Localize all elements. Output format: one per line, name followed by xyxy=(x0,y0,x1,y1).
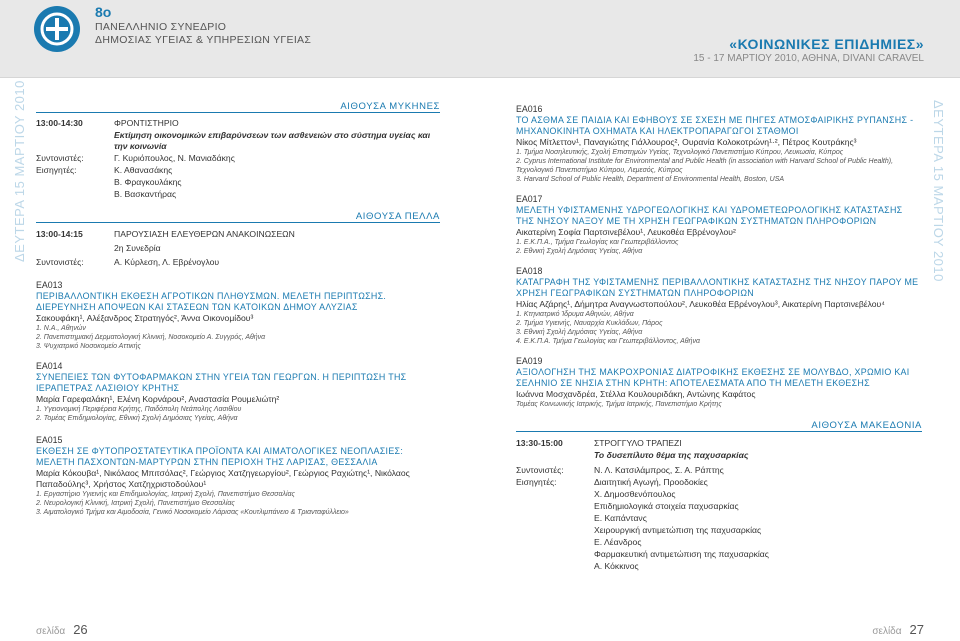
session-number: 2η Συνεδρία xyxy=(114,243,161,253)
abstract-title: ΣΥΝΕΠΕΙΕΣ ΤΩΝ ΦΥΤΟΦΑΡΜΑΚΩΝ ΣΤΗΝ ΥΓΕΙΑ ΤΩΝ ΓΕΩΡΓΩΝ. Η ΠΕΡΙΠΤΩΣΗ ΤΗΣ ΙΕΡΑΠΕΤΡΑΣ ΛΑΣΙΘΙΟΥ ΚΡΗΤΗΣ xyxy=(36,372,407,393)
speakers-row xyxy=(516,561,922,572)
session-time: 13:30-15:00 xyxy=(516,438,563,448)
affiliation: 2. Πανεπιστημιακή Δερματολογική Κλινική, Νοσοκομείο Α. Συγγρός, Αθήνα xyxy=(36,334,266,341)
page-number: 27 xyxy=(909,622,924,637)
page-header xyxy=(0,0,960,78)
abstract-authors: Νίκος Μίτλεττον¹, Παναγιώτης Γιάλλουρος², Ουρανία Κολοκοτρώνη¹·², Πέτρος Κουτράκης³ xyxy=(516,137,857,147)
affiliation: 2. Τομέας Επιδημιολογίας, Εθνική Σχολή Δημόσιας Υγείας, Αθήνα xyxy=(36,415,238,422)
left-page-column xyxy=(36,98,440,517)
affiliation: 1. Ε.Κ.Π.Α., Τμήμα Γεωλογίας και Γεωπεριβάλλοντος xyxy=(516,239,679,246)
affiliation: 1. Τμήμα Νοσηλευτικής, Σχολή Επιστημών Υγείας, Τεχνολογικό Πανεπιστήμιο Κύπρου, Λευκωσία, Κύπρος xyxy=(516,149,844,156)
conference-date: 15 - 17 ΜΑΡΤΙΟΥ 2010, ΑΘΗΝΑ, DIVANI CARAVEL xyxy=(693,53,924,64)
session-topic: Εκτίμηση οικονομικών επιβαρύνσεων των ασθενειών στο σύστημα υγείας και την κοινωνία xyxy=(114,130,431,151)
room-header-mykines xyxy=(36,98,440,113)
session-type: ΣΤΡΟΓΓΥΛΟ ΤΡΑΠΕΖΙ xyxy=(594,438,682,448)
abstract-title: ΤΟ ΑΣΘΜΑ ΣΕ ΠΑΙΔΙΑ ΚΑΙ ΕΦΗΒΟΥΣ ΣΕ ΣΧΕΣΗ ΜΕ ΠΗΓΕΣ ΑΤΜΟΣΦΑΙΡΙΚΗΣ ΡΥΠΑΝΣΗΣ - ΜΗΧΑΝΟΚΙΝΗΤΑ ΟΧΗΜΑΤΑ ΚΑΙ ΗΛΕΚΤΡΟΠΑΡΑΓΩΓΟΙ ΣΤΑΘΜΟΙ xyxy=(516,115,914,136)
speakers-row xyxy=(516,549,922,560)
speakers-row xyxy=(516,537,922,548)
page-number-left xyxy=(36,622,88,637)
speakers-row xyxy=(516,513,922,524)
talk-topic: Διαιτητική Αγωγή, Προοδοκίες xyxy=(594,477,708,487)
session-row xyxy=(516,438,922,449)
session-row xyxy=(36,118,440,129)
affiliation: 3. Εθνική Σχολή Δημόσιας Υγείας, Αθήνα xyxy=(516,329,643,336)
affiliation: 2. Cyprus International Institute for Environmental and Public Health (in association with Harvard School of Public Health), Τεχνολογικό Πανεπιστήμιο Κύπρου, Λεμεσός, Κύπρος xyxy=(516,158,894,174)
speakers-label: Εισηγητές: xyxy=(516,477,557,487)
speakers-row xyxy=(516,501,922,512)
abstract-authors: Σακουφάκη¹, Αλέξανδρος Στρατηγός², Άννα Οικονομίδου³ xyxy=(36,313,254,323)
affiliation: 3. Harvard School of Public Health, Department of Environmental Health, Boston, USA xyxy=(516,176,785,183)
abstract-code: ΕΑ015 xyxy=(36,435,63,445)
speakers-row xyxy=(516,525,922,536)
abstract-code: ΕΑ019 xyxy=(516,356,543,366)
affiliation: 1. Κτηνιατρικό Ίδρυμα Αθηνών, Αθήνα xyxy=(516,311,634,318)
speakers-row xyxy=(516,477,922,488)
abstract-code: ΕΑ016 xyxy=(516,104,543,114)
affiliation: 2. Εθνική Σχολή Δημόσιας Υγείας, Αθήνα xyxy=(516,248,643,255)
session-type: ΦΡΟΝΤΙΣΤΗΡΙΟ xyxy=(114,118,179,128)
speakers-row xyxy=(36,177,440,188)
session-type: ΠΑΡΟΥΣΙΑΣΗ ΕΛΕΥΘΕΡΩΝ ΑΝΑΚΟΙΝΩΣΕΩΝ xyxy=(114,229,295,239)
abstract-authors: Μαρία Γαρεφαλάκη¹, Ελένη Κορνάρου², Αναστασία Ρουμελιώτη² xyxy=(36,394,280,404)
page-number-right xyxy=(872,622,924,637)
abstract-authors: Ηλίας Αζάρης¹, Δήμητρα Αναγνωστοπούλου², Λευκοθέα Εβρένογλου³, Αικατερίνη Παρτσινεβέλου⁴ xyxy=(516,299,885,309)
speaker: Χ. Δημοσθενόπουλος xyxy=(594,489,676,499)
abstract-code: ΕΑ018 xyxy=(516,266,543,276)
speakers-row xyxy=(36,165,440,176)
conference-name-line1: ΠΑΝΕΛΛΗΝΙΟ ΣΥΝΕΔΡΙΟ xyxy=(95,21,227,33)
coordinators: Γ. Κυριόπουλος, Ν. Μανιαδάκης xyxy=(114,153,235,163)
coordinators-row xyxy=(516,465,922,476)
abstract-title: ΑΞΙΟΛΟΓΗΣΗ ΤΗΣ ΜΑΚΡΟΧΡΟΝΙΑΣ ΔΙΑΤΡΟΦΙΚΗΣ ΕΚΘΕΣΗΣ ΣΕ ΜΟΛΥΒΔΟ, ΧΡΩΜΙΟ ΚΑΙ ΣΕΛΗΝΙΟ ΣΕ ΝΗΣΙΑ ΣΤΗΝ ΚΡΗΤΗ: ΑΠΟΤΕΛΕΣΜΑΤΑ ΑΠΟ ΤΗ ΜΕΛΕΤΗ ΕΚΘΕΣΗΣ xyxy=(516,367,910,388)
room-name: ΑΙΘΟΥΣΑ ΜΑΚΕΔΟΝΙΑ xyxy=(811,420,922,431)
speaker: Β. Βασκαντήρας xyxy=(114,189,177,199)
talk-topic: Φαρμακευτική αντιμετώπιση της παχυσαρκίας xyxy=(594,549,769,559)
speakers-label: Εισηγητές: xyxy=(36,165,77,175)
affiliation: 3. Αιματολογικό Τμήμα και Αιμοδοσία, Γενικό Νοσοκομείο Λάρισας «Κουτλιμπάνειο & Τριανταφύλλειο» xyxy=(36,509,349,516)
conference-name-line2: ΔΗΜΟΣΙΑΣ ΥΓΕΙΑΣ & ΥΠΗΡΕΣΙΩΝ ΥΓΕΙΑΣ xyxy=(95,34,312,46)
speaker: Ε. Καπάντανς xyxy=(594,513,647,523)
affiliation: 3. Ψυχιατρικό Νοσοκομείο Αττικής xyxy=(36,343,141,350)
coordinators: Α. Κύρλεση, Λ. Εβρένογλου xyxy=(114,257,220,267)
affiliation: 4. Ε.Κ.Π.Α. Τμήμα Γεωλογίας και Γεωπεριβάλλοντος, Αθήνα xyxy=(516,338,700,345)
abstract-title: ΠΕΡΙΒΑΛΛΟΝΤΙΚΗ ΕΚΘΕΣΗ ΑΓΡΟΤΙΚΩΝ ΠΛΗΘΥΣΜΩΝ. ΜΕΛΕΤΗ ΠΕΡΙΠΤΩΣΗΣ. ΔΙΕΡΕΥΝΗΣΗ ΑΠΟΨΕΩΝ ΚΑΙ ΣΤΑΣΕΩΝ ΤΩΝ ΚΑΤΟΙΚΩΝ ΔΗΜΟΥ ΑΛΥΖΙΑΣ xyxy=(36,291,387,312)
abstract-title: ΜΕΛΕΤΗ ΥΦΙΣΤΑΜΕΝΗΣ ΥΔΡΟΓΕΩΛΟΓΙΚΗΣ ΚΑΙ ΥΔΡΟΜΕΤΕΩΡΟΛΟΓΙΚΗΣ ΚΑΤΑΣΤΑΣΗΣ ΤΗΣ ΝΗΣΟΥ ΝΑΞΟΥ ΜΕ ΤΗ ΧΡΗΣΗ ΓΕΩΓΡΑΦΙΚΩΝ ΣΥΣΤΗΜΑΤΩΝ ΠΛΗΡΟΦΟΡΙΩΝ xyxy=(516,205,903,226)
talk-topic: Χειρουργική αντιμετώπιση της παχυσαρκίας xyxy=(594,525,762,535)
coordinators-label: Συντονιστές: xyxy=(516,465,564,475)
coordinators-row xyxy=(36,153,440,164)
conference-logo-icon xyxy=(34,6,80,52)
session-time: 13:00-14:15 xyxy=(36,229,83,239)
conference-number: 8ο xyxy=(95,4,112,20)
room-name: ΑΙΘΟΥΣΑ ΜΥΚΗΝΕΣ xyxy=(340,101,440,112)
room-header-makedonia xyxy=(516,417,922,432)
abstract-code: ΕΑ014 xyxy=(36,361,63,371)
coordinators-label: Συντονιστές: xyxy=(36,153,84,163)
affiliation: 2. Τμήμα Υγιεινής, Ναυαρχία Κυκλάδων, Πάρος xyxy=(516,320,663,327)
coordinators: Ν. Λ. Κατσιλάμπρος, Σ. Α. Ράπτης xyxy=(594,465,724,475)
page-label: σελίδα xyxy=(872,626,902,637)
page-number: 26 xyxy=(73,622,88,637)
side-date-label-right: ΔΕΥΤΕΡΑ 15 ΜΑΡΤΙΟΥ 2010 xyxy=(931,100,946,282)
right-page-column xyxy=(516,98,922,573)
session-topic-row xyxy=(36,130,440,152)
affiliation: 1. Ν.Α., Αθηνών xyxy=(36,325,86,332)
abstract-authors: Αικατερίνη Σοφία Παρτσινεβέλου¹, Λευκοθέα Εβρένογλου² xyxy=(516,227,736,237)
side-date-label-left: ΔΕΥΤΕΡΑ 15 ΜΑΡΤΙΟΥ 2010 xyxy=(12,80,27,262)
speaker: Ε. Λέανδρος xyxy=(594,537,642,547)
affiliation: Τομέας Κοινωνικής Ιατρικής, Τμήμα Ιατρικής, Πανεπιστήμιο Κρήτης xyxy=(516,401,722,408)
coordinators-label: Συντονιστές: xyxy=(36,257,84,267)
session-topic-row xyxy=(516,450,922,461)
abstract-code: ΕΑ013 xyxy=(36,280,63,290)
session-row xyxy=(36,229,440,240)
session-number-row xyxy=(36,243,440,254)
coordinators-row xyxy=(36,257,440,268)
abstract-authors: Ιωάννα Μοσχανδρέα, Στέλλα Κουλουριδάκη, Αντώνης Καφάτος xyxy=(516,389,756,399)
abstract-title: ΚΑΤΑΓΡΑΦΗ ΤΗΣ ΥΦΙΣΤΑΜΕΝΗΣ ΠΕΡΙΒΑΛΛΟΝΤΙΚΗΣ ΚΑΤΑΣΤΑΣΗΣ ΤΗΣ ΝΗΣΟΥ ΠΑΡΟΥ ΜΕ ΧΡΗΣΗ ΓΕΩΓΡΑΦΙΚΩΝ ΣΥΣΤΗΜΑΤΩΝ ΠΛΗΡΟΦΟΡΙΩΝ xyxy=(516,277,919,298)
conference-title: «ΚΟΙΝΩΝΙΚΕΣ ΕΠΙΔΗΜΙΕΣ» xyxy=(729,36,924,52)
speakers-row xyxy=(36,189,440,200)
session-time: 13:00-14:30 xyxy=(36,118,83,128)
talk-topic: Επιδημιολογικά στοιχεία παχυσαρκίας xyxy=(594,501,739,511)
affiliation: 1. Εργαστήριο Υγιεινής και Επιδημιολογίας, Ιατρική Σχολή, Πανεπιστήμιο Θεσσαλίας xyxy=(36,491,295,498)
affiliation: 2. Νευρολογική Κλινική, Ιατρική Σχολή, Πανεπιστήμιο Θεσσαλίας xyxy=(36,500,235,507)
speaker: Α. Κόκκινος xyxy=(594,561,639,571)
room-header-pella xyxy=(36,208,440,223)
speaker: Κ. Αθανασάκης xyxy=(114,165,173,175)
speakers-row xyxy=(516,489,922,500)
abstract-title: ΕΚΘΕΣΗ ΣΕ ΦΥΤΟΠΡΟΣΤΑΤΕΥΤΙΚΑ ΠΡΟΪΟΝΤΑ ΚΑΙ ΑΙΜΑΤΟΛΟΓΙΚΕΣ ΝΕΟΠΛΑΣΙΕΣ: ΜΕΛΕΤΗ ΠΑΣΧΟΝΤΩΝ-ΜΑΡΤΥΡΩΝ ΣΤΗΝ ΠΕΡΙΟΧΗ ΤΗΣ ΛΑΡΙΣΑΣ, ΘΕΣΣΑΛΙΑ xyxy=(36,446,404,467)
abstract-authors: Μαρία Κόκουβα¹, Νικόλαος Μπιτσόλας², Γεώργιος Χατζηγεωργίου², Γεώργιος Ραχιώτης¹, Νικόλαος Παπαδούλης³, Χρήστος Χατζηχριστοδούλου¹ xyxy=(36,468,410,489)
abstract-code: ΕΑ017 xyxy=(516,194,543,204)
affiliation: 1. Υγειονομική Περιφέρεια Κρήτης, Παιδόπολη Νεάπολης Λασιθίου xyxy=(36,406,242,413)
room-name: ΑΙΘΟΥΣΑ ΠΕΛΛΑ xyxy=(355,211,440,222)
page-label: σελίδα xyxy=(36,626,66,637)
speaker: Β. Φραγκουλάκης xyxy=(114,177,182,187)
session-topic: Το δυσεπίλυτο θέμα της παχυσαρκίας xyxy=(594,450,749,460)
